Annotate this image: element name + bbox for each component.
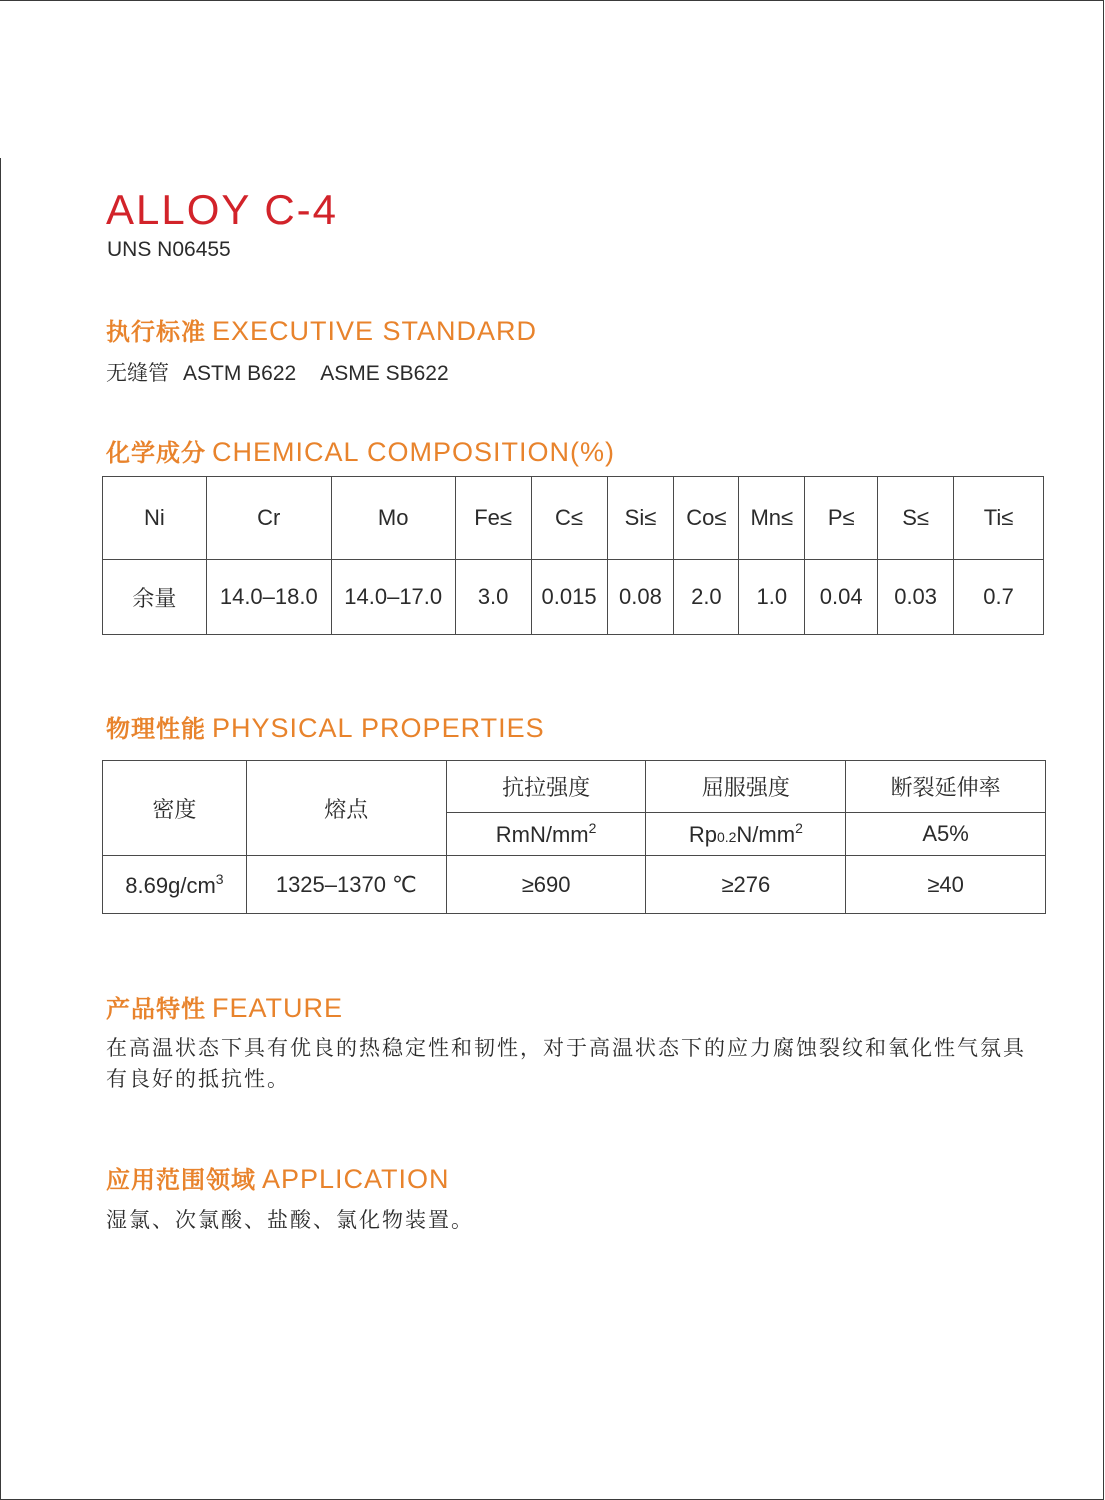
uns-number: UNS N06455 bbox=[107, 238, 231, 261]
chem-value-cell: 14.0–17.0 bbox=[331, 560, 455, 635]
chem-value-cell: 余量 bbox=[103, 560, 207, 635]
yield-unit-sub: 0.2 bbox=[716, 829, 737, 845]
application-heading bbox=[106, 1160, 450, 1195]
physical-value-row bbox=[103, 856, 1046, 914]
feature-text: 在高温状态下具有优良的热稳定性和韧性，对于高温状态下的应力腐蚀裂纹和氧化性气氛具有良好的抵抗性。 bbox=[106, 1036, 1026, 1091]
chem-value-cell: 1.0 bbox=[739, 560, 805, 635]
chem-header-cell: Cr bbox=[206, 477, 331, 560]
tensile-unit-exp: 2 bbox=[588, 820, 597, 836]
chemical-heading-en: CHEMICAL COMPOSITION(%) bbox=[212, 437, 616, 467]
standard-line bbox=[106, 357, 463, 387]
feature-heading-cn: 产品特性 bbox=[106, 995, 206, 1023]
density-value bbox=[103, 856, 247, 914]
elongation-value: ≥40 bbox=[846, 856, 1046, 914]
tensile-unit bbox=[446, 813, 646, 856]
melting-label: 熔点 bbox=[246, 761, 446, 856]
yield-label: 屈服强度 bbox=[646, 761, 846, 813]
yield-unit-exp: 2 bbox=[795, 820, 803, 836]
density-value-text: 8.69g/cm bbox=[125, 872, 216, 898]
physical-heading-cn: 物理性能 bbox=[106, 715, 206, 743]
standard-heading-en: EXECUTIVE STANDARD bbox=[212, 316, 538, 346]
chem-value-cell: 2.0 bbox=[674, 560, 739, 635]
page-title: ALLOY C-4 bbox=[106, 186, 338, 233]
physical-heading bbox=[106, 709, 545, 744]
feature-heading-en: FEATURE bbox=[212, 993, 344, 1023]
chem-value-cell: 14.0–18.0 bbox=[206, 560, 331, 635]
standard-astm: ASTM B622 bbox=[183, 362, 297, 385]
density-exp: 3 bbox=[215, 870, 224, 887]
chem-header-cell: C≤ bbox=[531, 477, 607, 560]
chemical-header-row bbox=[103, 477, 1044, 560]
chem-value-cell: 0.7 bbox=[954, 560, 1044, 635]
application-heading-en: APPLICATION bbox=[262, 1164, 450, 1194]
physical-heading-en: PHYSICAL PROPERTIES bbox=[212, 713, 545, 743]
application-text: 湿氯、次氯酸、盐酸、氯化物装置。 bbox=[106, 1208, 474, 1232]
yield-value: ≥276 bbox=[646, 856, 846, 914]
chem-value-cell: 0.04 bbox=[805, 560, 878, 635]
chem-header-cell: Ni bbox=[103, 477, 207, 560]
tensile-label: 抗拉强度 bbox=[446, 761, 646, 813]
application-heading-cn: 应用范围领域 bbox=[106, 1166, 256, 1194]
melting-value: 1325–1370 ℃ bbox=[246, 856, 446, 914]
chem-value-cell: 3.0 bbox=[455, 560, 531, 635]
chem-header-cell: P≤ bbox=[805, 477, 878, 560]
chem-value-cell: 0.08 bbox=[607, 560, 674, 635]
physical-label-row bbox=[103, 761, 1046, 813]
chem-header-cell: S≤ bbox=[878, 477, 954, 560]
standard-heading-cn: 执行标准 bbox=[106, 318, 206, 346]
chem-value-cell: 0.03 bbox=[878, 560, 954, 635]
feature-heading bbox=[106, 989, 343, 1024]
chemical-heading bbox=[106, 433, 615, 468]
chem-header-cell: Ti≤ bbox=[954, 477, 1044, 560]
left-rule bbox=[0, 158, 1, 1500]
yield-unit-post: N/mm bbox=[736, 822, 796, 847]
chemical-heading-cn: 化学成分 bbox=[106, 439, 206, 467]
elongation-label: 断裂延伸率 bbox=[846, 761, 1046, 813]
chemical-table bbox=[102, 476, 1044, 635]
tensile-unit-text: RmN/mm bbox=[495, 822, 589, 847]
yield-unit bbox=[646, 813, 846, 856]
elongation-unit: A5% bbox=[846, 813, 1046, 856]
density-label: 密度 bbox=[103, 761, 247, 856]
chem-header-cell: Co≤ bbox=[674, 477, 739, 560]
standard-type: 无缝管 bbox=[106, 361, 169, 385]
tensile-value: ≥690 bbox=[446, 856, 646, 914]
chem-header-cell: Mn≤ bbox=[739, 477, 805, 560]
chemical-value-row bbox=[103, 560, 1044, 635]
chem-value-cell: 0.015 bbox=[531, 560, 607, 635]
physical-table bbox=[102, 760, 1046, 914]
standard-asme: ASME SB622 bbox=[320, 362, 449, 385]
yield-unit-pre: Rp bbox=[688, 822, 717, 847]
standard-heading bbox=[106, 312, 537, 347]
chem-header-cell: Si≤ bbox=[607, 477, 674, 560]
chem-header-cell: Mo bbox=[331, 477, 455, 560]
chem-header-cell: Fe≤ bbox=[455, 477, 531, 560]
